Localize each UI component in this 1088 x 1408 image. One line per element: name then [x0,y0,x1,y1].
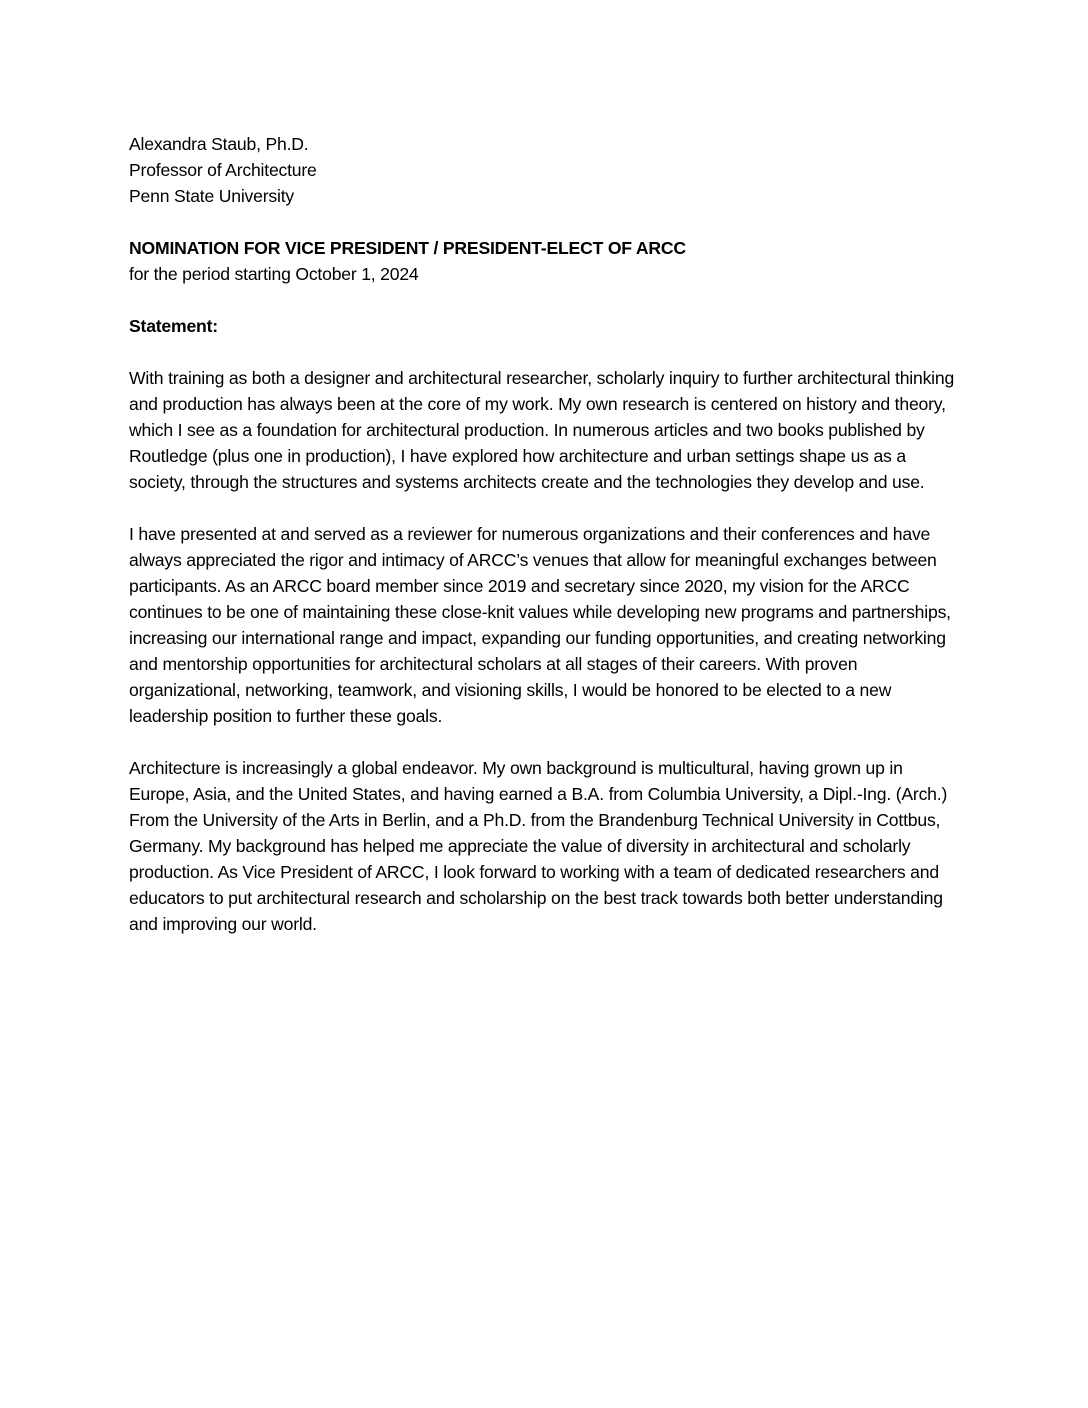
nomination-block [129,235,959,287]
nomination-period: for the period starting October 1, 2024 [129,264,419,284]
spacer [129,209,959,235]
author-block [129,131,959,209]
author-affiliation: Penn State University [129,186,294,206]
author-name: Alexandra Staub, Ph.D. [129,134,309,154]
statement-paragraph: With training as both a designer and architectural researcher, scholarly inquiry to further architectural thinking and production has always been at the core of my work. My own research is centered on history and theory, which I see as a foundation for architectural production. In numerous articles and two books published by Routledge (plus one in production), I have explored how architecture and urban settings shape us as a society, through the structures and systems architects create and the technologies they develop and use. [129,368,955,492]
spacer [129,287,959,313]
nomination-heading: NOMINATION FOR VICE PRESIDENT / PRESIDENT-ELECT OF ARCC [129,238,686,258]
statement-paragraph: Architecture is increasingly a global endeavor. My own background is multicultural, having grown up in Europe, Asia, and the United States, and having earned a B.A. from Columbia University, a Dipl.-Ing. (Arch.) From the University of the Arts in Berlin, and a Ph.D. from the Brandenburg Technical University in Cottbus, Germany. My background has helped me appreciate the value of diversity in architectural and scholarly production. As Vice President of ARCC, I look forward to working with a team of dedicated researchers and educators to put architectural research and scholarship on the best track towards both better understanding and improving our world. [129,758,948,934]
letter-body [129,131,959,937]
statement-label: Statement: [129,316,218,336]
spacer [129,339,959,365]
statement-paragraphs [129,365,959,937]
author-title: Professor of Architecture [129,160,317,180]
statement-paragraph: I have presented at and served as a reviewer for numerous organizations and their conferences and have always appreciated the rigor and intimacy of ARCC’s venues that allow for meaningful exchanges between participants. As an ARCC board member since 2019 and secretary since 2020, my vision for the ARCC continues to be one of maintaining these close-knit values while developing new programs and partnerships, increasing our international range and impact, expanding our funding opportunities, and creating networking and mentorship opportunities for architectural scholars at all stages of their careers. With proven organizational, networking, teamwork, and visioning skills, I would be honored to be elected to a new leadership position to further these goals. [129,524,951,726]
